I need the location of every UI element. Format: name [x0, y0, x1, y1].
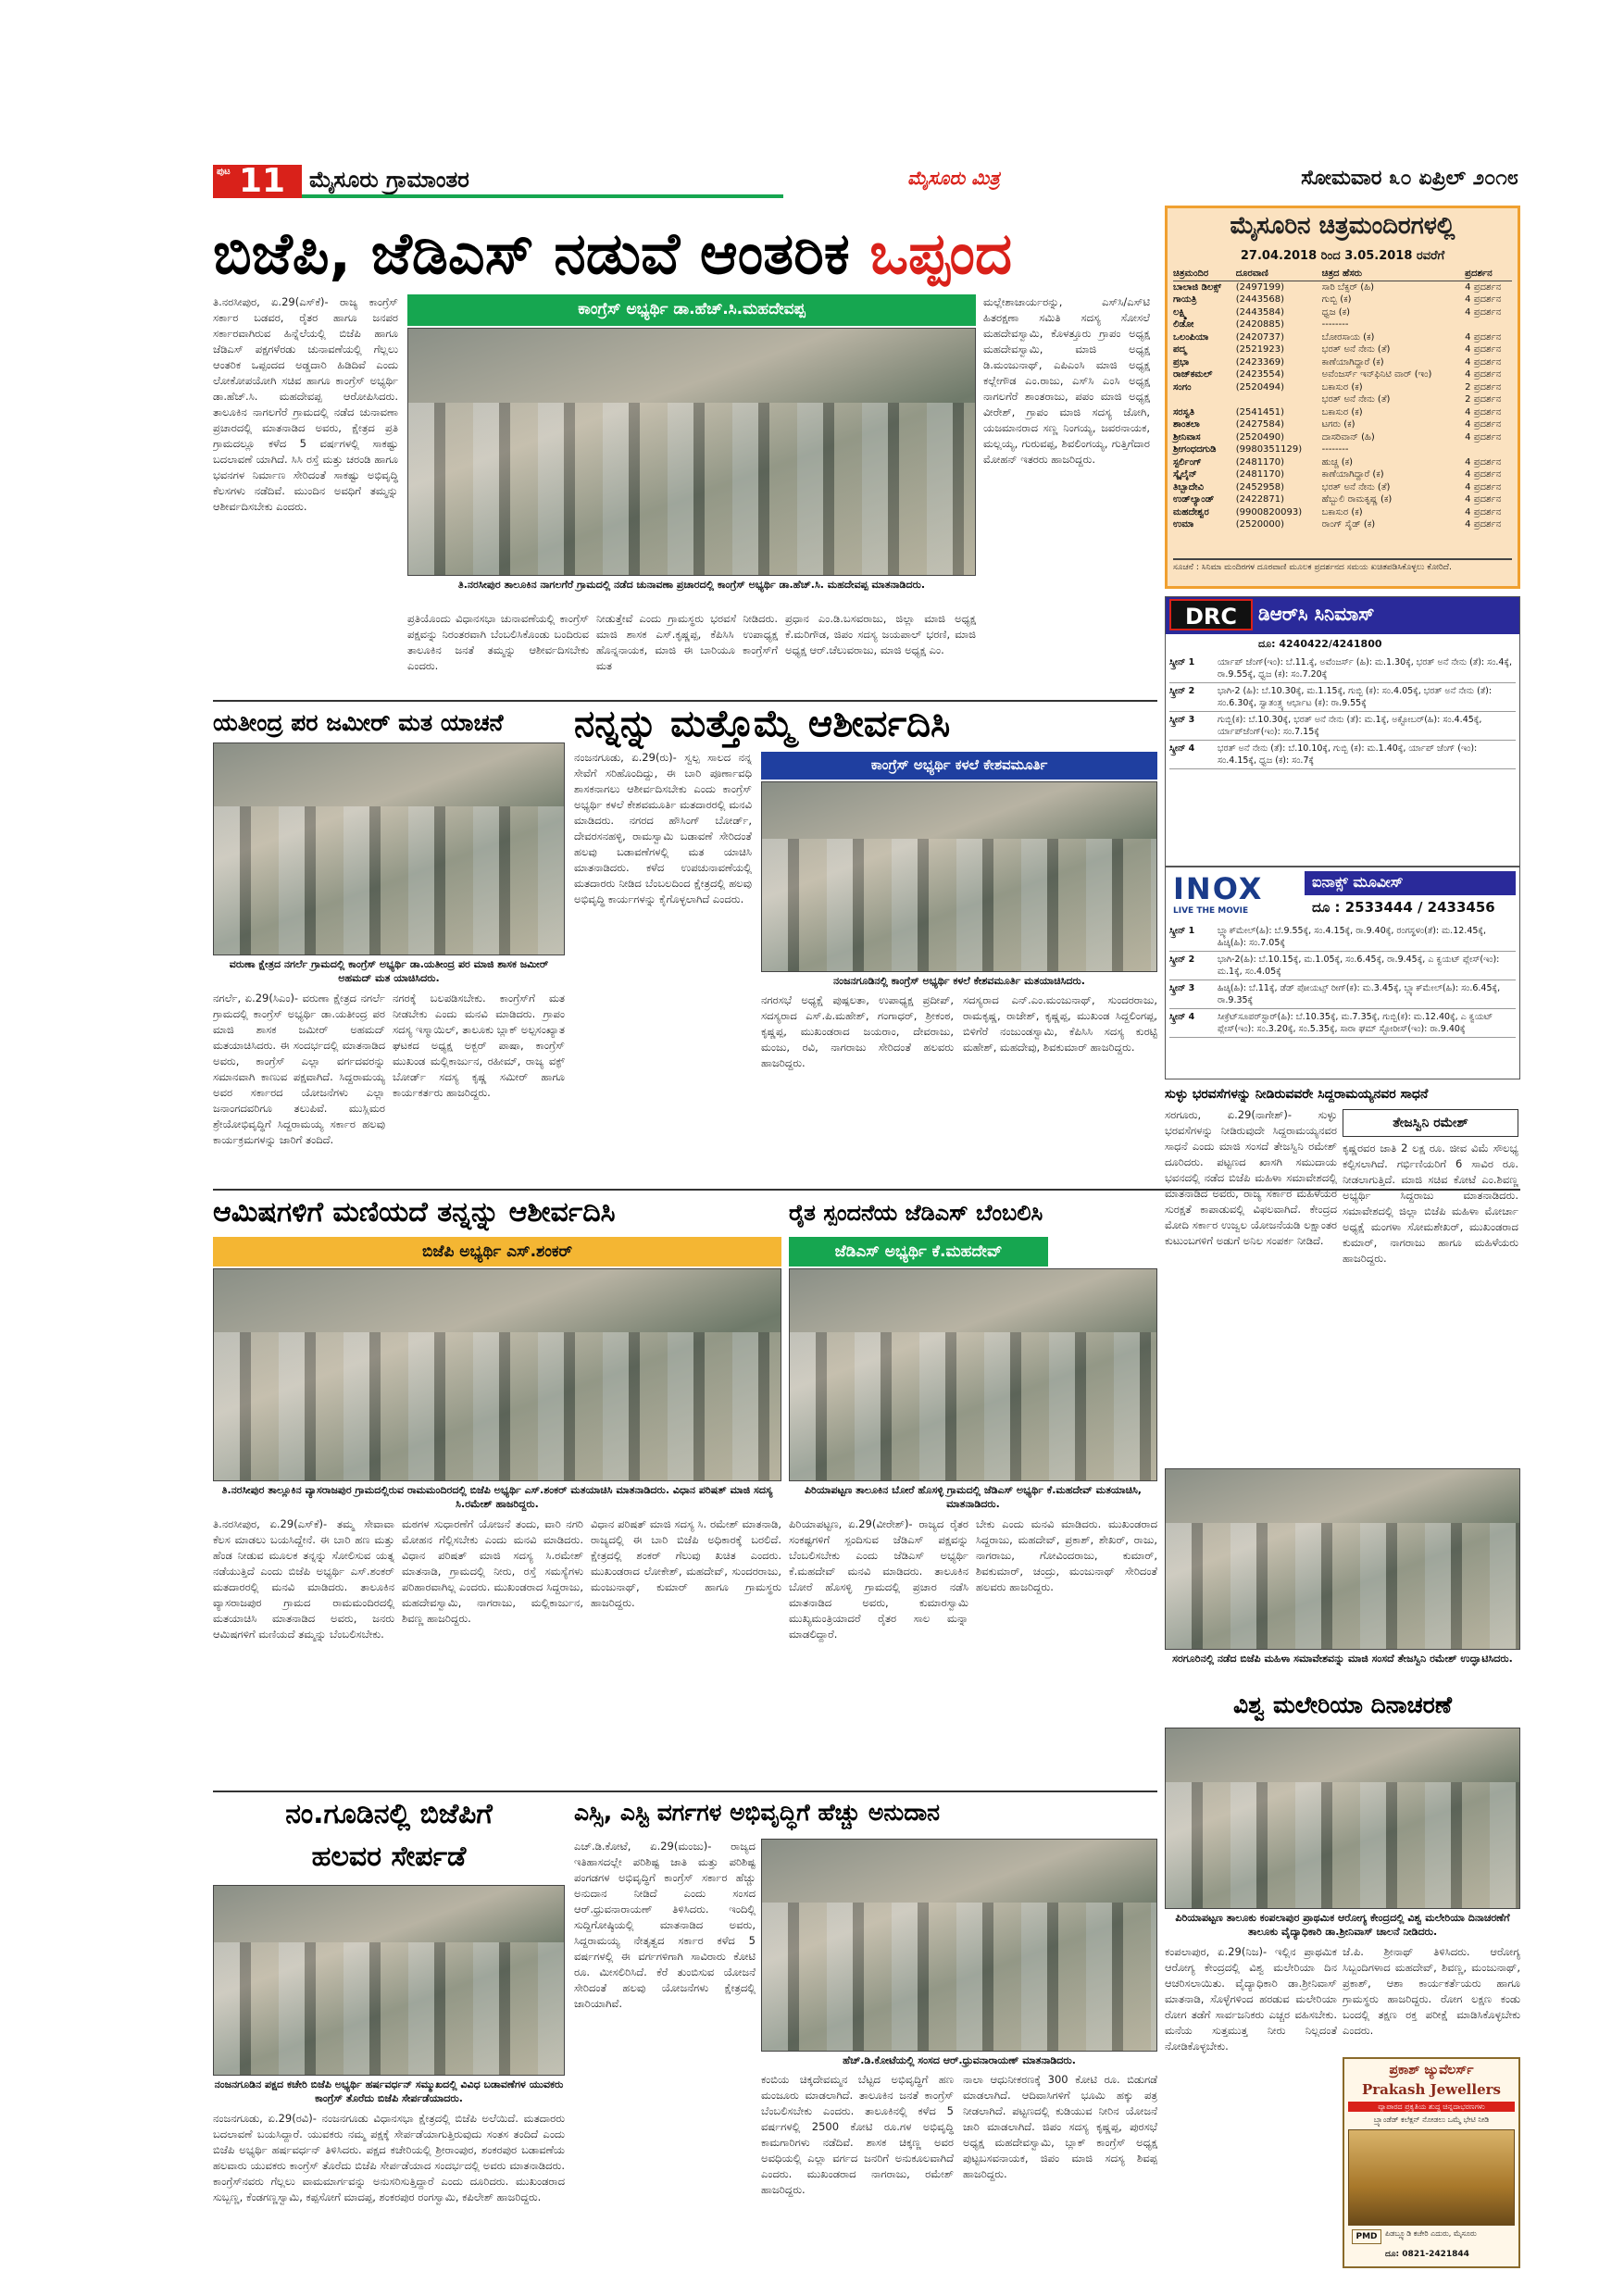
story7-photo — [213, 1885, 565, 2076]
lead-banner: ಕಾಂಗ್ರೆಸ್ ಅಭ್ಯರ್ಥಿ ಡಾ.ಹೆಚ್.ಸಿ.ಮಹದೇವಪ್ಪ — [407, 294, 976, 326]
cinema-shows: 4 ಪ್ರದರ್ಶನ — [1465, 331, 1502, 343]
story3-col3: ಸದಸ್ಯರಾದ ಎನ್.ಎಂ.ಮಂಜುನಾಥ್, ಸುಂದರರಾಜು, ರಾಮಕೃಷ್ಣ, ರಾಜೇಶ್, ಕೃಷ್ಣಪ್ಪ, ಮುಖಂಡ ಸಿದ್ದಲಿಂಗಪ್ಪ, ಬಿಳಿಗೆರೆ ನಂಜುಂಡಸ್ವಾಮಿ, ಕೆಪಿಸಿಸಿ ಸದಸ್ಯ ಕುರಟ್ಟಿ ಮಹೇಶ್, ಮಹದೇವು, ಶಿವಕುಮಾರ್ ಹಾಜರಿದ್ದರು. — [963, 993, 1157, 1054]
cinema-shows: 4 ಪ್ರದರ್ಶನ — [1465, 431, 1502, 443]
cinema-row — [1173, 443, 1512, 456]
cinema-shows: 4 ಪ್ರದರ್ಶನ — [1465, 356, 1502, 368]
cinema-phone: (2497199) — [1235, 281, 1285, 293]
cinema-phone — [1236, 393, 1322, 406]
screen-showtimes: ಸೀಕ್ರೆಟ್‌ಸೂಪರ್‌ಸ್ಟಾರ್(ಹಿ): ಬೆ.10.35ಕ್ಕೆ, ಮ.7.35ಕ್ಕೆ, ಗುಬ್ಬಿ(ಕ): ಮ.12.40ಕ್ಕೆ, ಎ ಕ್ವಯಟ್ ಪ್ಲೇಸ್(ಇಂ): ಸಂ.3.20ಕ್ಕೆ, ಸಂ.5.35ಕ್ಕೆ, ಸಾರಾ ಘಮ್ ಸ್ಟೋರೀಸ್(ಇಂ): ರಾ.9.40ಕ್ಕೆ — [1218, 1012, 1493, 1034]
cinema-theatre: ರಾಜ್‌ಕಮಲ್ — [1173, 369, 1213, 380]
lead-headline-accent: ಒಪ್ಪಂದ — [869, 219, 1013, 287]
inox-tagline: LIVE THE MOVIE — [1173, 906, 1249, 916]
story8-headline: ಎಸ್ಸಿ, ಎಸ್ಟಿ ವರ್ಗಗಳ ಅಭಿವೃದ್ಧಿಗೆ ಹೆಚ್ಚು ಅನುದಾನ — [574, 1799, 941, 1826]
cinema-theatre: ಸಂಗಂ — [1173, 381, 1192, 393]
ad-tagline: ವ್ಯಾಪಾರದ ಪ್ರಕೃತಿಯ ಶುದ್ಧ ಚಿನ್ನದಾಭರಣಗಳು — [1348, 2102, 1515, 2112]
cinema-row — [1173, 518, 1512, 531]
story3-headline: ನನ್ನನ್ನು ಮತ್ತೊಮ್ಮೆ ಆಶೀರ್ವದಿಸಿ — [574, 703, 951, 745]
screen-showtimes: ಬ್ಲ್ಯಾಕ್‌ಮೇಲ್(ಹಿ): ಬೆ.9.55ಕ್ಕೆ, ಸಂ.4.15ಕ್ಕೆ, ರಾ.9.40ಕ್ಕೆ, ರಂಗಸ್ಥಳಂ(ತೆ): ಮ.12.45ಕ್ಕೆ, ಹಿಚ್ಕಿ(ಹಿ): ಸಂ.7.05ಕ್ಕೆ — [1218, 926, 1486, 948]
cinema-row — [1173, 381, 1512, 394]
inox-title: ಐನಾಕ್ಸ್ ಮೂವೀಸ್ — [1312, 873, 1404, 891]
cinema-shows: 4 ಪ್ರದರ್ಶನ — [1465, 369, 1502, 380]
cinema-row — [1173, 418, 1512, 431]
drc-title: ಡಿಆರ್‌ಸಿ ಸಿನಿಮಾಸ್ — [1258, 603, 1375, 625]
lead-caption: ತಿ.ನರಸೀಪುರ ತಾಲೂಕಿನ ನಾಗಲಗೆರೆ ಗ್ರಾಮದಲ್ಲಿ ನಡೆದ ಚುನಾವಣಾ ಪ್ರಚಾರದಲ್ಲಿ ಕಾಂಗ್ರೆಸ್ ಅಭ್ಯರ್ಥಿ ಡಾ.ಹೆಚ್.ಸಿ. ಮಹದೇವಪ್ಪ ಮಾತನಾಡಿದರು. — [457, 579, 926, 591]
cinema-film: ಭರತ್ ಅನೆ ನೇನು (ತೆ) — [1321, 481, 1391, 493]
masthead-logo: ಮೈಸೂರು ಮಿತ್ರ — [907, 167, 1000, 189]
cinema-shows: 4 ಪ್ರದರ್ಶನ — [1465, 281, 1502, 293]
lead-photo — [407, 328, 976, 576]
cinema-theatre: ಶ್ರೀನಿವಾಸ — [1173, 431, 1201, 443]
drc-screen-row — [1169, 741, 1516, 769]
cinema-phone: (2521923) — [1235, 344, 1285, 355]
story7-col1: ನಂಜನಗೂಡು, ಏ.29(ರವಿ)- ನಂಜನಗೂಡು ವಿಧಾನಸಭಾ ಕ್ಷೇತ್ರದಲ್ಲಿ ಬಿಜೆಪಿ ಅಲೆಯಿದೆ. ಮತದಾರರು ಬದಲಾವಣೆ ಬಯಸಿದ್ದಾರೆ. ಯುವಕರು ನಮ್ಮ ಪಕ್ಷಕ್ಕೆ ಸೇರ್ಪಡೆಯಾಗುತ್ತಿರುವುದು ಸಂತಸ ತಂದಿದೆ ಎಂದು ಬಿಜೆಪಿ ಅಭ್ಯರ್ಥಿ ಹರ್ಷವರ್ಧನ್ ತಿಳಿಸಿದರು. ಪಕ್ಷದ ಕಚೇರಿಯಲ್ಲಿ ಶ್ರೀರಾಂಪುರ, ಶಂಕರಪುರ ಬಡಾವಣೆಯ ಹಲವಾರು ಯುವಕರು ಕಾಂಗ್ರೆಸ್ ತೊರೆದು ಬಿಜೆಪಿ ಸೇರ್ಪಡೆಯಾದ ಸಂದರ್ಭದಲ್ಲಿ ಅವರು ಮಾತನಾಡಿದರು. ಕಾಂಗ್ರೆಸ್‌ನವರು ಗೆಲ್ಲಲು ವಾಮಮಾರ್ಗವನ್ನು ಅನುಸರಿಸುತ್ತಿದ್ದಾರೆ ಎಂದು ದೂರಿದರು. ಮುಖಂಡರಾದ ಸುಬ್ಬಣ್ಣ, ಕೆಂಡಗಣ್ಣಸ್ವಾಮಿ, ಕಪ್ಪಸೋಗೆ ಮಾದಪ್ಪ, ಶಂಕರಪುರ ರಂಗಸ್ವಾಮಿ, ಕಪಿಲೇಶ್ ಹಾಜರಿದ್ದರು. — [213, 2112, 565, 2203]
story4-banner: ಬಿಜೆಪಿ ಅಭ್ಯರ್ಥಿ ಎಸ್.ಶಂಕರ್ — [213, 1237, 781, 1267]
cinema-row — [1173, 368, 1512, 381]
story6-col2: ಕೃಷ್ಣರವರ ಜಾತಿ 2 ಲಕ್ಷ ರೂ. ಜೀವ ವಿಮೆ ಸೌಲಭ್ಯ ಕಲ್ಪಿಸಲಾಗಿದೆ. ಗರ್ಭಿಣಿಯರಿಗೆ 6 ಸಾವಿರ ರೂ. ನೀಡಲಾಗುತ್ತಿದೆ. ಮಾಜಿ ಸಚಿವ ಕೋಟೆ ಎಂ.ಶಿವಣ್ಣ ಅಭ್ಯರ್ಥಿ ಸಿದ್ದರಾಜು ಮಾತನಾಡಿದರು. ಸಮಾವೇಶದಲ್ಲಿ ಜಿಲ್ಲಾ ಬಿಜೆಪಿ ಮಹಿಳಾ ಮೋರ್ಚಾ ಅಧ್ಯಕ್ಷೆ ಮಂಗಳಾ ಸೋಮಶೇಖರ್, ಮುಖಂಡರಾದ ಕುಮಾರ್, ನಾಗರಾಜು ಹಾಗೂ ಮಹಿಳೆಯರು ಹಾಜರಿದ್ದರು. — [1343, 1142, 1518, 1265]
cinema-theatre: ಮಹದೇಶ್ವರ — [1173, 506, 1209, 518]
ad-logo: PMD — [1352, 2229, 1381, 2244]
screen-label: ಸ್ಕ್ರೀನ್ 4 — [1169, 743, 1195, 754]
cinema-theatre: ಶಾಂತಲಾ — [1173, 419, 1200, 430]
cinema-shows — [1465, 318, 1512, 331]
story7-headline-line2: ಹಲವರ ಸೇರ್ಪಡೆ — [311, 1841, 467, 1873]
cinema-theatre: ಉಮಾ — [1173, 519, 1194, 530]
inox-logo: INOX — [1173, 871, 1264, 906]
cinema-film: ಟಗರು (ಕ) — [1321, 419, 1355, 430]
cinema-shows: 4 ಪ್ರದರ್ಶನ — [1465, 294, 1502, 305]
story3-banner: ಕಾಂಗ್ರೆಸ್ ಅಭ್ಯರ್ಥಿ ಕಳಲೆ ಕೇಶವಮೂರ್ತಿ — [761, 752, 1157, 780]
cinema-phone: (9980351129) — [1235, 444, 1303, 455]
screen-showtimes: ಗುಬ್ಬಿ(ಕ): ಬೆ.10.30ಕ್ಕೆ, ಭರತ್ ಅನೆ ನೇನು (ತೆ): ಮ.1ಕ್ಕೆ, ಅಕ್ಟೋಬರ್(ಹಿ): ಸಂ.4.45ಕ್ಕೆ, ರ್ಯಾಪ್‌ಜೆಂಗ್(ಇಂ): ಸಂ.7.15ಕ್ಕೆ — [1218, 715, 1482, 737]
lead-headline — [213, 218, 1013, 289]
story5-col2: ಬೇಕು ಎಂದು ಮನವಿ ಮಾಡಿದರು. ಮುಖಂಡರಾದ ಸಿದ್ದರಾಜು, ಮಹದೇವ್, ಪ್ರಕಾಶ್, ಶೇಖರ್, ರಾಜು, ನಾಗರಾಜು, ಗೋವಿಂದರಾಜು, ಕುಮಾರ್, ಶಿವಕುಮಾರ್, ಚಂದ್ರು, ಮಂಜುನಾಥ್ ಸೇರಿದಂತೆ ಹಲವರು ಹಾಜರಿದ್ದರು. — [976, 1517, 1157, 1593]
cinema-phone: (2541451) — [1235, 406, 1285, 418]
inox-screen-row — [1169, 980, 1516, 1009]
cinema-theatre: ಲಿಡೋ — [1173, 319, 1194, 330]
cinema-row — [1173, 468, 1512, 481]
ad-phone: ದೂ: 0821-2421844 — [1385, 2250, 1469, 2259]
cinema-col-theatre: ಚಿತ್ರಮಂದಿರ — [1173, 268, 1236, 281]
story4-photo — [213, 1268, 781, 1481]
cinema-theatre: ಗಾಯತ್ರಿ — [1173, 294, 1197, 305]
cinema-shows: 4 ಪ್ರದರ್ಶನ — [1465, 469, 1502, 480]
cinema-row — [1173, 393, 1512, 406]
cinema-shows: 4 ಪ್ರದರ್ಶನ — [1465, 456, 1502, 468]
cinema-film: ಬೋರಸಾಯ (ಕ) — [1321, 331, 1375, 343]
ad-store-image — [1348, 2129, 1515, 2226]
story9-col1: ಕಂಪಲಾಪುರ, ಏ.29(ನಿಜ)- ಇಲ್ಲಿನ ಪ್ರಾಥಮಿಕ ಆರೋಗ್ಯ ಕೇಂದ್ರದಲ್ಲಿ ವಿಶ್ವ ಮಲೇರಿಯಾ ದಿನ ಆಚರಿಸಲಾಯಿತು. ವೈದ್ಯಾಧಿಕಾರಿ ಡಾ.ಶ್ರೀನಿವಾಸ್ ಮಾತನಾಡಿ, ಸೊಳ್ಳೆಗಳಿಂದ ಹರಡುವ ಮಲೇರಿಯಾ ರೋಗ ತಡೆಗೆ ಸಾರ್ವಜನಿಕರು ಎಚ್ಚರ ವಹಿಸಬೇಕು. ಮನೆಯ ಸುತ್ತಮುತ್ತ ನೀರು ನಿಲ್ಲದಂತೆ ನೋಡಿಕೊಳ್ಳಬೇಕು. — [1165, 1945, 1337, 2053]
cinema-film: ಗುಬ್ಬಿ (ಕ) — [1321, 294, 1352, 305]
drc-box — [1165, 596, 1520, 867]
story6-byline: ತೇಜಸ್ವಿನಿ ರಮೇಶ್ — [1343, 1109, 1518, 1137]
story9-headline: ವಿಶ್ವ ಮಲೇರಿಯಾ ದಿನಾಚರಣೆ — [1232, 1691, 1453, 1718]
cinema-shows: 4 ಪ್ರದರ್ಶನ — [1465, 519, 1502, 530]
story3-col1: ನಂಜನಗೂಡು, ಏ.29(ರು)- ಸ್ವಲ್ಪ ಸಾಲದ ನನ್ನ ಸೇವೆಗೆ ಸರಿಹೊಂದಿದ್ದು, ಈ ಬಾರಿ ಪೂರ್ಣಾವಧಿ ಶಾಸಕನಾಗಲು ಆಶೀರ್ವದಿಸಬೇಕು ಎಂದು ಕಾಂಗ್ರೆಸ್ ಅಭ್ಯರ್ಥಿ ಕಳಲೆ ಕೇಶವಮೂರ್ತಿ ಮತದಾರರಲ್ಲಿ ಮನವಿ ಮಾಡಿದರು. ನಗರದ ಹೌಸಿಂಗ್ ಬೋರ್ಡ್, ದೇವರಸನಹಳ್ಳಿ, ರಾಮಸ್ವಾಮಿ ಬಡಾವಣೆ ಸೇರಿದಂತೆ ಹಲವು ಬಡಾವಣೆಗಳಲ್ಲಿ ಮತ ಯಾಚಿಸಿ ಮಾತನಾಡಿದರು. ಕಳೆದ ಉಪಚುನಾವಣೆಯಲ್ಲಿ ಮತದಾರರು ನೀಡಿದ ಬೆಂಬಲದಿಂದ ಕ್ಷೇತ್ರದಲ್ಲಿ ಹಲವು ಅಭಿವೃದ್ಧಿ ಕಾರ್ಯಗಳನ್ನು ಕೈಗೊಳ್ಳಲಾಗಿದೆ ಎಂದರು. — [574, 751, 752, 905]
cinema-film: ಬಕಾಸುರ (ಕ) — [1321, 381, 1363, 393]
cinema-theatre: ತಿಬ್ಬಾದೇವಿ — [1173, 481, 1204, 493]
cinema-shows: 2 ಪ್ರದರ್ಶನ — [1465, 381, 1502, 393]
story4-col1: ತಿ.ನರಸೀಪುರ, ಏ.29(ಎಸ್‌ಕೆ)- ತಮ್ಮ ಸೇವಾವಾ ಕೆಲಸ ಮಾಡಲು ಬಯಸಿದ್ದೇನೆ. ಈ ಬಾರಿ ಹಣ ಮತ್ತು ಹೆಂಡ ನೀಡುವ ಮೂಲಕ ತನ್ನನ್ನು ಸೋಲಿಸುವ ಯತ್ನ ನಡೆಯುತ್ತಿದೆ ಎಂದು ಬಿಜೆಪಿ ಅಭ್ಯರ್ಥಿ ಎಸ್.ಶಂಕರ್ ಮತದಾರರಲ್ಲಿ ಮನವಿ ಮಾಡಿದರು. ತಾಲೂಕಿನ ವ್ಯಾಸರಾಜಪುರ ಗ್ರಾಮದ ರಾಮಮಂದಿರದಲ್ಲಿ ಮತಯಾಚಿಸಿ ಮಾತನಾಡಿದ ಅವರು, ಜನರು ಆಮಿಷಗಳಿಗೆ ಮಣಿಯದೆ ತಮ್ಮನ್ನು ಬೆಂಬಲಿಸಬೇಕು. — [213, 1517, 394, 1641]
cinema-theatre: ಪದ್ಮ — [1173, 344, 1187, 355]
cinema-row — [1173, 281, 1512, 293]
cinema-phone: (2520494) — [1235, 381, 1285, 393]
jeweller-ad — [1343, 2057, 1520, 2268]
inox-schedule — [1169, 923, 1516, 1038]
cinema-phone: (2422871) — [1235, 494, 1285, 505]
cinema-row — [1173, 318, 1512, 331]
screen-label: ಸ್ಕ್ರೀನ್ 1 — [1169, 657, 1195, 668]
cinema-film: ಭರತ್ ಅನೆ ನೇನು (ತೆ) — [1321, 394, 1391, 405]
cinema-shows — [1465, 443, 1512, 456]
drc-phone: ದೂ: 4240422/4241800 — [1258, 638, 1382, 650]
screen-showtimes: ಭಾಗಿ-2 (ಹಿ): ಬೆ.10.30ಕ್ಕೆ, ಮ.1.15ಕ್ಕೆ, ಗುಬ್ಬಿ (ಕ): ಸಂ.4.05ಕ್ಕೆ, ಭರತ್ ಅನೆ ನೇನು (ತೆ): ಸಂ.6.30ಕ್ಕೆ, ಸ್ವಾತಂತ್ರ್ಯ ಆರ್ಭಾಟ (ಕ): ರಾ.9.55ಕ್ಕೆ — [1218, 686, 1493, 708]
cinema-film: ಕಾಣೆಯಾಗಿದ್ದಾರೆ (ಕ) — [1321, 356, 1384, 368]
story4-col3: ವಿಧಾನ ಪರಿಷತ್ ಮಾಜಿ ಸದಸ್ಯ ಸಿ. ರಮೇಶ್ ಮಾತನಾಡಿ, ರಾಜ್ಯದಲ್ಲಿ ಈ ಬಾರಿ ಬಿಜೆಪಿ ಅಧಿಕಾರಕ್ಕೆ ಬರಲಿದೆ. ಕ್ಷೇತ್ರದಲ್ಲಿ ಶಂಕರ್ ಗೆಲುವು ಖಚಿತ ಎಂದರು. ಮುಖಂಡರಾದ ಲೋಕೇಶ್, ಮಹದೇವ್, ಸುಂದರರಾಜು, ಮಂಜುನಾಥ್, ಕುಮಾರ್ ಹಾಗೂ ಗ್ರಾಮಸ್ಥರು ಹಾಜರಿದ್ದರು. — [591, 1517, 781, 1609]
cinema-film: ಸಾರಿ ಬೆಕ್ಸರ್ (ಹಿ) — [1321, 281, 1374, 293]
cinema-col-shows: ಪ್ರದರ್ಶನ — [1465, 268, 1512, 281]
story5-headline: ರೈತ ಸ್ಪಂದನೆಯ ಜೆಡಿಎಸ್ ಬೆಂಬಲಿಸಿ — [789, 1200, 1043, 1226]
story2-col1: ನಗರ್ಲೆ, ಏ.29(ಸಿಎಂ)- ವರುಣಾ ಕ್ಷೇತ್ರದ ನಗರ್ಲೆ ಗ್ರಾಮದಲ್ಲಿ ಕಾಂಗ್ರೆಸ್ ಅಭ್ಯರ್ಥಿ ಡಾ.ಯತೀಂದ್ರ ಪರ ಮಾಜಿ ಶಾಸಕ ಜಮೀರ್ ಅಹಮದ್ ಮತಯಾಚಿಸಿದರು. ಈ ಸಂದರ್ಭದಲ್ಲಿ ಮಾತನಾಡಿದ ಅವರು, ಕಾಂಗ್ರೆಸ್ ಎಲ್ಲಾ ವರ್ಗದವರನ್ನು ಸಮಾನವಾಗಿ ಕಾಣುವ ಪಕ್ಷವಾಗಿದೆ. ಸಿದ್ದರಾಮಯ್ಯ ಅವರ ಸರ್ಕಾರದ ಯೋಜನೆಗಳು ಎಲ್ಲಾ ಜನಾಂಗದವರಿಗೂ ತಲುಪಿವೆ. ಮುಸ್ಲಿಮರ ಶ್ರೇಯೋಭಿವೃದ್ಧಿಗೆ ಸಿದ್ದರಾಮಯ್ಯ ಸರ್ಕಾರ ಹಲವು ಕಾರ್ಯಕ್ರಮಗಳನ್ನು ಜಾರಿಗೆ ತಂದಿದೆ. — [213, 992, 385, 1146]
section-title: ಮೈಸೂರು ಗ್ರಾಮಾಂತರ — [309, 167, 469, 193]
screen-showtimes: ಹಿಚ್ಕಿ(ಹಿ): ಬೆ.11ಕ್ಕೆ, ಡೆಡ್ ಪೋಯಟ್ಸ್ ರೀಗ್(ಕ): ಮ.3.45ಕ್ಕೆ, ಬ್ಲ್ಯಾಕ್‌ಮೇಲ್(ಹಿ): ಸಂ.6.45ಕ್ಕೆ, ರಾ.9.35ಕ್ಕೆ — [1218, 983, 1501, 1005]
cinema-phone: (2420737) — [1235, 331, 1285, 343]
ad-address: ಪಿಡಬ್ಲ್ಯೂಡಿ ಕಚೇರಿ ಎದುರು, ಮೈಸೂರು — [1385, 2229, 1477, 2238]
story5-col1: ಪಿರಿಯಾಪಟ್ಟಣ, ಏ.29(ವೀರೇಶ್)- ರಾಜ್ಯದ ರೈತರ ಸಂಕಷ್ಟಗಳಿಗೆ ಸ್ಪಂದಿಸುವ ಜೆಡಿಎಸ್ ಪಕ್ಷವನ್ನು ಬೆಂಬಲಿಸಬೇಕು ಎಂದು ಜೆಡಿಎಸ್ ಅಭ್ಯರ್ಥಿ ಕೆ.ಮಹದೇವ್ ಮನವಿ ಮಾಡಿದರು. ತಾಲೂಕಿನ ಬೋರೆ ಹೊಸಳ್ಳಿ ಗ್ರಾಮದಲ್ಲಿ ಪ್ರಚಾರ ನಡೆಸಿ ಮಾತನಾಡಿದ ಅವರು, ಕುಮಾರಸ್ವಾಮಿ ಮುಖ್ಯಮಂತ್ರಿಯಾದರೆ ರೈತರ ಸಾಲ ಮನ್ನಾ ಮಾಡಲಿದ್ದಾರೆ. — [789, 1517, 968, 1641]
cinema-row — [1173, 456, 1512, 469]
cinema-phone: (2452958) — [1235, 481, 1285, 493]
page-number: 11 — [239, 162, 286, 200]
screen-label: ಸ್ಕ್ರೀನ್ 3 — [1169, 983, 1195, 993]
cinema-phone: (2423554) — [1235, 369, 1285, 380]
cinema-col-phone: ದೂರವಾಣಿ — [1236, 268, 1322, 281]
screen-showtimes: ರ್ಯಾಪ್ ಜೆಂಗ್(ಇಂ): ಬೆ.11.ಕ್ಕೆ, ಅವೆಂಜರ್ಸ್ (ಹಿ): ಮ.1.30ಕ್ಕೆ, ಭರತ್ ಅನೆ ನೇನು (ತೆ): ಸಂ.4ಕ್ಕೆ, ರಾ.9.55ಕ್ಕೆ, ಧ್ವಜ (ಕ): ಸಂ.7.20ಕ್ಕೆ — [1218, 657, 1513, 680]
cinema-theatre: ಶ್ರೀಗಂಧದಗುಡಿ — [1173, 444, 1217, 455]
story5-caption: ಪಿರಿಯಾಪಟ್ಟಣ ತಾಲೂಕಿನ ಬೋರೆ ಹೊಸಳ್ಳಿ ಗ್ರಾಮದಲ್ಲಿ ಜೆಡಿಎಸ್ ಅಭ್ಯರ್ಥಿ ಕೆ.ಮಹದೇವ್ ಮತಯಾಚಿಸಿ, ಮಾತನಾಡಿದರು. — [805, 1484, 1142, 1510]
story5-photo — [789, 1268, 1157, 1481]
lead-col-right: ಮಲ್ಲೇಶಾಚಾರ್ಯರನ್ನು, ಎಸ್‌ಸಿ/ಎಸ್‌ಟಿ ಹಿತರಕ್ಷಣಾ ಸಮಿತಿ ಸದಸ್ಯ ಸೋಸಲೆ ಮಹದೇವಸ್ವಾಮಿ, ಕೊಳತ್ತೂರು ಗ್ರಾಪಂ ಅಧ್ಯಕ್ಷ ಮಹದೇವಸ್ವಾಮಿ, ಮಾಜಿ ಅಧ್ಯಕ್ಷ ಡಿ.ಮಂಜುನಾಥ್, ಎಪಿಎಂಸಿ ಮಾಜಿ ಅಧ್ಯಕ್ಷ ಕಲ್ಲೇಗೌಡ ಎಂ.ರಾಜು, ಎಸ್‌ಸಿ ಎಂಸಿ ಅಧ್ಯಕ್ಷ ನಾಗಲಗೆರೆ ಶಾಂತರಾಜು, ಪಪಂ ಮಾಜಿ ಅಧ್ಯಕ್ಷ ವೀರೇಶ್, ಗ್ರಾಪಂ ಮಾಜಿ ಸದಸ್ಯ ಜೋಗಿ, ಯಜಮಾನರಾದ ಸಣ್ಣ ನಿಂಗಯ್ಯ, ಜವರನಾಯಕ, ಮಲ್ಲಯ್ಯ, ಗುರುವಪ್ಪ, ಶಿವಲಿಂಗಯ್ಯ, ಗುತ್ತಿಗೆದಾರ ಮೋಹನ್ ಇತರರು ಹಾಜರಿದ್ದರು. — [983, 295, 1150, 466]
cinema-listing-box — [1165, 206, 1520, 589]
cinema-shows: 4 ಪ್ರದರ್ಶನ — [1465, 419, 1502, 430]
cinema-film: ಧ್ವಜ (ಕ) — [1321, 306, 1351, 318]
cinema-phone: (2520000) — [1235, 519, 1285, 530]
cinema-film: ಹುಚ್ಚ (ಕ) — [1321, 456, 1354, 468]
cinema-phone: (2443584) — [1235, 306, 1285, 318]
story3-col2: ನಗರಸಭೆ ಅಧ್ಯಕ್ಷೆ ಪುಷ್ಪಲತಾ, ಉಪಾಧ್ಯಕ್ಷ ಪ್ರದೀಪ್, ಸದಸ್ಯರಾದ ಎಸ್.ಪಿ.ಮಹೇಶ್, ಗಂಗಾಧರ್, ಶ್ರೀಕಂಠ, ಕೃಷ್ಣಪ್ಪ, ಮುಖಂಡರಾದ ಜಯರಾಂ, ದೇವರಾಜು, ಮಂಜು, ರವಿ, ನಾಗರಾಜು ಸೇರಿದಂತೆ ಹಲವರು ಹಾಜರಿದ್ದರು. — [761, 993, 954, 1069]
inox-screen-row — [1169, 1009, 1516, 1038]
drc-screen-row — [1169, 712, 1516, 741]
cinema-shows: 4 ಪ್ರದರ್ಶನ — [1465, 406, 1502, 418]
cinema-film: ಅವೆಂಜರ್ಸ್ ಇನ್‌ಫಿನಿಟಿ ವಾರ್ (ಇಂ) — [1321, 369, 1432, 380]
cinema-film: ಬಕಾಸುರ (ಕ) — [1321, 506, 1363, 518]
cinema-phone: (9900820093) — [1235, 506, 1303, 518]
lead-headline-main: ಬಿಜೆಪಿ, ಜೆಡಿಎಸ್ ನಡುವೆ ಆಂತರಿಕ — [213, 219, 850, 287]
cinema-theatre: ಪ್ರಭಾ — [1173, 356, 1190, 368]
story4-headline: ಆಮಿಷಗಳಿಗೆ ಮಣಿಯದೆ ತನ್ನನ್ನು ಆಶೀರ್ವದಿಸಿ — [213, 1196, 616, 1229]
story7-headline-line1: ನಂ.ಗೂಡಿನಲ್ಲಿ ಬಿಜೆಪಿಗೆ — [285, 1798, 493, 1830]
ad-name-english: Prakash Jewellers — [1362, 2081, 1501, 2098]
inox-screen-row — [1169, 952, 1516, 980]
cinema-theatre: ಸ್ಕೈಲೈನ್ — [1173, 469, 1197, 480]
cinema-row — [1173, 493, 1512, 506]
story9-caption: ಪಿರಿಯಾಪಟ್ಟಣ ತಾಲೂಕು ಕಂಪಲಾಪುರ ಪ್ರಾಥಮಿಕ ಆರೋಗ್ಯ ಕೇಂದ್ರದಲ್ಲಿ ವಿಶ್ವ ಮಲೇರಿಯಾ ದಿನಾಚರಣೆಗೆ ತಾಲೂಕು ವೈದ್ಯಾಧಿಕಾರಿ ಡಾ.ಶ್ರೀನಿವಾಸ್ ಚಾಲನೆ ನೀಡಿದರು. — [1175, 1912, 1510, 1938]
cinema-row — [1173, 406, 1512, 419]
cinema-film: -------- — [1321, 319, 1349, 330]
story6-caption: ಸರಗೂರಿನಲ್ಲಿ ನಡೆದ ಬಿಜೆಪಿ ಮಹಿಳಾ ಸಮಾವೇಶವನ್ನು ಮಾಜಿ ಸಂಸದೆ ತೇಜಸ್ವಿನಿ ರಮೇಶ್ ಉದ್ಘಾಟಿಸಿದರು. — [1172, 1653, 1513, 1665]
cinema-table — [1173, 268, 1512, 531]
story8-col2: ಕಂಬಿಯ ಚಿಕ್ಕದೇವಮ್ಮನ ಬೆಟ್ಟದ ಅಭಿವೃದ್ಧಿಗೆ ಹಣ ಮಂಜೂರು ಮಾಡಲಾಗಿದೆ. ತಾಲೂಕಿನ ಜನತೆ ಕಾಂಗ್ರೆಸ್ ಬೆಂಬಲಿಸಬೇಕು ಎಂದರು. ತಾಲೂಕಿನಲ್ಲಿ ಕಳೆದ 5 ವರ್ಷಗಳಲ್ಲಿ 2500 ಕೋಟಿ ರೂ.ಗಳ ಅಭಿವೃದ್ಧಿ ಕಾಮಗಾರಿಗಳು ನಡೆದಿವೆ. ಶಾಸಕ ಚಿಕ್ಕಣ್ಣ ಅವರ ಅವಧಿಯಲ್ಲಿ ಎಲ್ಲಾ ವರ್ಗದ ಜನರಿಗೆ ಅನುಕೂಲವಾಗಿದೆ ಎಂದರು. ಮುಖಂಡರಾದ ನಾಗರಾಜು, ರಮೇಶ್ ಹಾಜರಿದ್ದರು. — [761, 2073, 954, 2196]
ad-name-kannada: ಪ್ರಕಾಶ್ ಜ್ಯುವೆಲರ್ಸ್ — [1389, 2063, 1474, 2078]
drc-schedule — [1169, 655, 1516, 769]
cinema-film: ಕಾಣೆಯಾಗಿದ್ದಾರೆ (ಕ) — [1321, 469, 1384, 480]
story2-headline: ಯತೀಂದ್ರ ಪರ ಜಮೀರ್ ಮತ ಯಾಚನೆ — [213, 709, 504, 736]
cinema-shows: 4 ಪ್ರದರ್ಶನ — [1465, 481, 1502, 493]
cinema-row — [1173, 306, 1512, 319]
cinema-phone: (2427584) — [1235, 419, 1285, 430]
cinema-theatre: ಲಕ್ಷ್ಮಿ — [1173, 306, 1187, 318]
cinema-phone: (2423369) — [1235, 356, 1285, 368]
cinema-row — [1173, 431, 1512, 444]
screen-showtimes: ಭರತ್ ಅನೆ ನೇನು (ತೆ): ಬೆ.10.10ಕ್ಕೆ, ಗುಬ್ಬಿ (ಕ): ಮ.1.40ಕ್ಕೆ, ರ್ಯಾಪ್ ಜೆಂಗ್ (ಇಂ): ಸಂ.4.15ಕ್ಕೆ, ಧ್ವಜ (ಕ): ಸಂ.7ಕ್ಕೆ — [1218, 743, 1478, 766]
drc-logo: DRC — [1169, 599, 1253, 630]
divider — [213, 1791, 1157, 1792]
story8-caption: ಹೆಚ್.ಡಿ.ಕೋಟೆಯಲ್ಲಿ ಸಂಸದ ಆರ್.ಧ್ರುವನಾರಾಯಣ್ ಮಾತನಾಡಿದರು. — [843, 2054, 1076, 2066]
cinema-shows: 4 ಪ್ರದರ್ಶನ — [1465, 344, 1502, 355]
page-label: ಪುಟ — [217, 167, 231, 177]
cinema-row — [1173, 331, 1512, 344]
cinema-title: ಮೈಸೂರಿನ ಚಿತ್ರಮಂದಿರಗಳಲ್ಲಿ — [1230, 212, 1455, 240]
story8-photo — [761, 1839, 1157, 2052]
cinema-film: ರಾಂಗ್ ಸೈಡ್ (ಕ) — [1321, 519, 1376, 530]
cinema-film: ದಾಸರಿವಾನ್ (ಹಿ) — [1321, 431, 1375, 443]
cinema-row — [1173, 506, 1512, 519]
inox-screen-row — [1169, 923, 1516, 952]
cinema-theatre — [1173, 393, 1236, 406]
screen-label: ಸ್ಕ್ರೀನ್ 4 — [1169, 1012, 1195, 1022]
cinema-theatre: ಬಾಲಾಜಿ ಡಿಲಕ್ಸ್ — [1173, 281, 1222, 293]
screen-label: ಸ್ಕ್ರೀನ್ 3 — [1169, 715, 1195, 725]
story6-col1: ಸರಗೂರು, ಏ.29(ನಾಗೇಶ್)- ಸುಳ್ಳು ಭರವಸೆಗಳನ್ನು ನೀಡಿರುವುದೇ ಸಿದ್ದರಾಮಯ್ಯನವರ ಸಾಧನೆ ಎಂದು ಮಾಜಿ ಸಂಸದೆ ತೇಜಸ್ವಿನಿ ರಮೇಶ್ ದೂರಿದರು. ಪಟ್ಟಣದ ಖಾಸಗಿ ಸಮುದಾಯ ಭವನದಲ್ಲಿ ನಡೆದ ಬಿಜೆಪಿ ಮಹಿಳಾ ಸಮಾವೇಶದಲ್ಲಿ ಮಾತನಾಡಿದ ಅವರು, ರಾಜ್ಯ ಸರ್ಕಾರ ಮಹಿಳೆಯರ ಸುರಕ್ಷತೆ ಕಾಪಾಡುವಲ್ಲಿ ವಿಫಲವಾಗಿದೆ. ಕೇಂದ್ರದ ಮೋದಿ ಸರ್ಕಾರ ಉಜ್ವಲ ಯೋಜನೆಯಡಿ ಲಕ್ಷಾಂತರ ಕುಟುಂಬಗಳಿಗೆ ಅಡುಗೆ ಅನಿಲ ಸಂಪರ್ಕ ನೀಡಿದೆ. — [1165, 1108, 1337, 1247]
cinema-note: ಸೂಚನೆ : ಸಿನಿಮಾ ಮಂದಿರಗಳ ದೂರವಾಣಿ ಮೂಲಕ ಪ್ರದರ್ಶನದ ಸಮಯ ಖಚಿತಪಡಿಸಿಕೊಳ್ಳಲು ಕೋರಿದೆ. — [1173, 558, 1512, 573]
cinema-phone: (2481170) — [1235, 469, 1285, 480]
screen-label: ಸ್ಕ್ರೀನ್ 2 — [1169, 686, 1195, 696]
drc-screen-row — [1169, 655, 1516, 683]
page-header — [213, 162, 1518, 200]
story6-photo — [1165, 1468, 1520, 1650]
lead-col1: ತಿ.ನರಸೀಪುರ, ಏ.29(ಎಸ್‌ಕೆ)- ರಾಜ್ಯ ಕಾಂಗ್ರೆಸ್ ಸರ್ಕಾರ ಬಡವರ, ರೈತರ ಹಾಗೂ ಜನಪರ ಸರ್ಕಾರವಾಗಿರುವ ಹಿನ್ನೆಲೆಯಲ್ಲಿ ಬಿಜೆಪಿ ಹಾಗೂ ಜೆಡಿಎಸ್ ಪಕ್ಷಗಳೆರಡು ಚುನಾವಣೆಯಲ್ಲಿ ಗೆಲ್ಲಲು ಆಂತರಿಕ ಒಪ್ಪಂದದ ಅಡ್ಡದಾರಿ ಹಿಡಿದಿವೆ ಎಂದು ಲೋಕೋಪಯೋಗಿ ಸಚಿವ ಹಾಗೂ ಕಾಂಗ್ರೆಸ್ ಅಭ್ಯರ್ಥಿ ಡಾ.ಹೆಚ್.ಸಿ. ಮಹದೇವಪ್ಪ ಆರೋಪಿಸಿದರು. ತಾಲೂಕಿನ ನಾಗಲಗೆರೆ ಗ್ರಾಮದಲ್ಲಿ ನಡೆದ ಚುನಾವಣಾ ಪ್ರಚಾರದಲ್ಲಿ ಮಾತನಾಡಿದ ಅವರು, ಕ್ಷೇತ್ರದ ಪ್ರತಿ ಗ್ರಾಮದಲ್ಲೂ ಕಳೆದ 5 ವರ್ಷಗಳಲ್ಲಿ ಸಾಕಷ್ಟು ಬದಲಾವಣೆ ಯಾಗಿದೆ. ಸಿಸಿ ರಸ್ತೆ ಮತ್ತು ಚರಂಡಿ ಹಾಗೂ ಭವನಗಳ ನಿರ್ಮಾಣ ಸೇರಿದಂತೆ ಸಾಕಷ್ಟು ಅಭಿವೃದ್ಧಿ ಕೆಲಸಗಳು ನಡೆದಿವೆ. ಮುಂದಿನ ಅವಧಿಗೆ ತಮ್ಮನ್ನು ಆಶೀರ್ವದಿಸಬೇಕು ಎಂದರು. — [213, 295, 398, 513]
cinema-dates: 27.04.2018 ರಿಂದ 3.05.2018 ರವರೆಗೆ — [1240, 249, 1445, 263]
cinema-row — [1173, 356, 1512, 369]
story4-col2: ಮಠಗಳ ಸುಧಾರಣೆಗೆ ಯೋಜನೆ ತಂದು, ವಾರಿ ನಗರಿ ಮೋಹನ ಗೆಲ್ಲಿಸಬೇಕು ಎಂದು ಮನವಿ ಮಾಡಿದರು. ವಿಧಾನ ಪರಿಷತ್ ಮಾಜಿ ಸದಸ್ಯ ಸಿ.ರಮೇಶ್ ಮಾತನಾಡಿ, ಗ್ರಾಮದಲ್ಲಿ ನೀರು, ರಸ್ತೆ ಸಮಸ್ಯೆಗಳು ಪರಿಹಾರವಾಗಿಲ್ಲ ಎಂದರು. ಮುಖಂಡರಾದ ಸಿದ್ದರಾಜು, ಮಹದೇವಸ್ವಾಮಿ, ನಾಗರಾಜು, ಮಲ್ಲಿಕಾರ್ಜುನ, ಶಿವಣ್ಣ ಹಾಜರಿದ್ದರು. — [402, 1517, 583, 1625]
story9-photo — [1165, 1728, 1520, 1909]
inox-phone: ದೂ : 2533444 / 2433456 — [1312, 899, 1495, 916]
cinema-row — [1173, 481, 1512, 494]
story2-caption: ವರುಣಾ ಕ್ಷೇತ್ರದ ನಗರ್ಲೆ ಗ್ರಾಮದಲ್ಲಿ ಕಾಂಗ್ರೆಸ್ ಅಭ್ಯರ್ಥಿ ಡಾ.ಯತೀಂದ್ರ ಪರ ಮಾಜಿ ಶಾಸಕ ಜಮೀರ್ ಅಹಮದ್ ಮತ ಯಾಚಿಸಿದರು. — [229, 958, 549, 984]
cinema-film: ಬಕಾಸುರ (ಕ) — [1321, 406, 1363, 418]
story7-caption: ನಂಜನಗೂಡಿನ ಪಕ್ಷದ ಕಚೇರಿ ಬಿಜೆಪಿ ಅಭ್ಯರ್ಥಿ ಹರ್ಷವರ್ಧನ್ ಸಮ್ಮುಖದಲ್ಲಿ ವಿವಿಧ ಬಡಾವಣೆಗಳ ಯುವಕರು ಕಾಂಗ್ರೆಸ್ ತೊರೆದು ಬಿಜೆಪಿ ಸೇರ್ಪಡೆಯಾದರು. — [214, 2078, 564, 2104]
story2-col2: ನಗರಕ್ಕೆ ಬಲಪಡಿಸಬೇಕು. ಕಾಂಗ್ರೆಸ್‌ಗೆ ಮತ ನೀಡಬೇಕು ಎಂದು ಮನವಿ ಮಾಡಿದರು. ಗ್ರಾಪಂ ಸದಸ್ಯ ಇಸ್ಮಾಯಿಲ್, ತಾಲೂಕು ಬ್ಲಾಕ್ ಅಲ್ಪಸಂಖ್ಯಾತ ಘಟಕದ ಅಧ್ಯಕ್ಷ ಅಕ್ಬರ್ ಪಾಷಾ, ಕಾಂಗ್ರೆಸ್ ಮುಖಂಡ ಮಲ್ಲಿಕಾರ್ಜುನ, ರಹೀಮ್, ರಾಜ್ಯ ವಕ್ಫ್ ಬೋರ್ಡ್ ಸದಸ್ಯ ಕೃಷ್ಣ ಸಮೀರ್ ಹಾಗೂ ಕಾರ್ಯಕರ್ತರು ಹಾಜರಿದ್ದರು. — [393, 992, 565, 1099]
cinema-row — [1173, 293, 1512, 306]
cinema-shows: 2 ಪ್ರದರ್ಶನ — [1465, 394, 1502, 405]
cinema-shows: 4 ಪ್ರದರ್ಶನ — [1465, 306, 1502, 318]
cinema-theatre: ಉಡ್‌ಲ್ಯಾಂಡ್ — [1173, 494, 1215, 505]
lead-col-mid3: ಪ್ರಧಾನ ಎಂ.ಡಿ.ಬಸವರಾಜು, ಜಿಲ್ಲಾ ಮಾಜಿ ಅಧ್ಯಕ್ಷ ಕೆ.ಮರಿಗೌಡ, ಜಿಪಂ ಸದಸ್ಯ ಜಯಪಾಲ್ ಭರಣಿ, ಮಾಜಿ ಅಧ್ಯಕ್ಷ ಆರ್.ಚೆಲುವರಾಜು, ಮಾಜಿ ಅಧ್ಯಕ್ಷ ಎಂ. — [785, 612, 976, 656]
story2-photo — [213, 742, 565, 955]
lead-col-mid: ಪ್ರತಿಯೊಂದು ವಿಧಾನಸಭಾ ಚುನಾವಣೆಯಲ್ಲಿ ಕಾಂಗ್ರೆಸ್ ಪಕ್ಷವನ್ನು ನಿರಂತರವಾಗಿ ಬೆಂಬಲಿಸಿಕೊಂಡು ಬಂದಿರುವ ತಾಲೂಕಿನ ಜನತೆ ತಮ್ಮನ್ನು ಆಶೀರ್ವದಿಸಬೇಕು ಎಂದರು. — [407, 612, 589, 672]
cinema-theatre: ಸರಸ್ವತಿ — [1173, 406, 1194, 418]
cinema-phone: (2420885) — [1235, 319, 1285, 330]
inox-box — [1165, 867, 1520, 1079]
screen-label: ಸ್ಕ್ರೀನ್ 2 — [1169, 955, 1195, 965]
drc-screen-row — [1169, 683, 1516, 712]
cinema-film: -------- — [1321, 444, 1349, 455]
cinema-film: ಹೆಬ್ಬುಲಿ ರಾಮಕೃಷ್ಣ (ಕ) — [1321, 494, 1393, 505]
cinema-phone: (2443568) — [1235, 294, 1285, 305]
story3-photo — [761, 781, 1157, 972]
story5-banner: ಜೆಡಿಎಸ್ ಅಭ್ಯರ್ಥಿ ಕೆ.ಮಹದೇವ್ — [789, 1237, 1048, 1267]
cinema-film: ಭರತ್ ಅನೆ ನೇನು (ತೆ) — [1321, 344, 1391, 355]
section-underline — [302, 194, 783, 198]
screen-label: ಸ್ಕ್ರೀನ್ 1 — [1169, 926, 1195, 936]
story8-col3: ನಾಲಾ ಆಧುನೀಕರಣಕ್ಕೆ 300 ಕೋಟಿ ರೂ. ಬಿಡುಗಡೆ ಮಾಡಲಾಗಿದೆ. ಆದಿವಾಸಿಗಳಿಗೆ ಭೂಮಿ ಹಕ್ಕು ಪತ್ರ ನೀಡಲಾಗಿದೆ. ಪಟ್ಟಣದಲ್ಲಿ ಕುಡಿಯುವ ನೀರಿನ ಯೋಜನೆ ಜಾರಿ ಮಾಡಲಾಗಿದೆ. ಜಿಪಂ ಸದಸ್ಯ ಕೃಷ್ಣಪ್ಪ, ಪುರಸಭೆ ಅಧ್ಯಕ್ಷ ಮಹದೇವಸ್ವಾಮಿ, ಬ್ಲಾಕ್ ಕಾಂಗ್ರೆಸ್ ಅಧ್ಯಕ್ಷ ಪುಟ್ಟಬಸವನಾಯಕ, ಜಿಪಂ ಮಾಜಿ ಸದಸ್ಯ ಶಿವಪ್ಪ ಹಾಜರಿದ್ದರು. — [963, 2073, 1157, 2180]
cinema-col-film: ಚಿತ್ರದ ಹೆಸರು — [1322, 268, 1466, 281]
issue-date: ಸೋಮವಾರ ೩೦ ಏಪ್ರಿಲ್ ೨೦೧೮ — [1301, 167, 1518, 190]
cinema-phone: (2481170) — [1235, 456, 1285, 468]
cinema-shows: 4 ಪ್ರದರ್ಶನ — [1465, 506, 1502, 518]
cinema-phone: (2520490) — [1235, 431, 1285, 443]
ad-tagline2: ಬ್ರ್ಯಾಂಡೆಡ್ ಕಲೆಕ್ಷನ್ ನೋಡಲು ಒಮ್ಮೆ ಭೇಟಿ ನೀಡಿ — [1373, 2115, 1490, 2124]
cinema-row — [1173, 343, 1512, 356]
story4-caption: ತಿ.ನರಸೀಪುರ ತಾಲ್ಲೂಕಿನ ವ್ಯಾಸರಾಜಪುರ ಗ್ರಾಮದಲ್ಲಿರುವ ರಾಮಮಂದಿರದಲ್ಲಿ ಬಿಜೆಪಿ ಅಭ್ಯರ್ಥಿ ಎಸ್.ಶಂಕರ್ ಮತಯಾಚಿಸಿ ಮಾತನಾಡಿದರು. ವಿಧಾನ ಪರಿಷತ್ ಮಾಜಿ ಸದಸ್ಯ ಸಿ.ರಮೇಶ್ ಹಾಜರಿದ್ದರು. — [221, 1484, 773, 1510]
story6-headline: ಸುಳ್ಳು ಭರವಸೆಗಳನ್ನು ನೀಡಿರುವವರೇ ಸಿದ್ದರಾಮಯ್ಯನವರ ಸಾಧನೆ — [1165, 1087, 1429, 1102]
story8-col1: ಎಚ್.ಡಿ.ಕೋಟೆ, ಏ.29(ಮಂಜು)- ರಾಜ್ಯದ ಇತಿಹಾಸದಲ್ಲೇ ಪರಿಶಿಷ್ಟ ಜಾತಿ ಮತ್ತು ಪರಿಶಿಷ್ಟ ಪಂಗಡಗಳ ಅಭಿವೃದ್ಧಿಗೆ ಕಾಂಗ್ರೆಸ್ ಸರ್ಕಾರ ಹೆಚ್ಚು ಅನುದಾನ ನೀಡಿದೆ ಎಂದು ಸಂಸದ ಆರ್.ಧ್ರುವನಾರಾಯಣ್ ತಿಳಿಸಿದರು. ಇಂದಿಲ್ಲಿ ಸುದ್ದಿಗೋಷ್ಠಿಯಲ್ಲಿ ಮಾತನಾಡಿದ ಅವರು, ಸಿದ್ದರಾಮಯ್ಯ ನೇತೃತ್ವದ ಸರ್ಕಾರ ಕಳೆದ 5 ವರ್ಷಗಳಲ್ಲಿ ಈ ವರ್ಗಗಳಿಗಾಗಿ ಸಾವಿರಾರು ಕೋಟಿ ರೂ. ಮೀಸಲಿರಿಸಿದೆ. ಕೆರೆ ತುಂಬಿಸುವ ಯೋಜನೆ ಸೇರಿದಂತೆ ಹಲವು ಯೋಜನೆಗಳು ಕ್ಷೇತ್ರದಲ್ಲಿ ಜಾರಿಯಾಗಿವೆ. — [574, 1840, 756, 2010]
lead-col-mid2: ನೀಡುತ್ತೇವೆ ಎಂದು ಗ್ರಾಮಸ್ಥರು ಭರವಸೆ ನೀಡಿದರು. ಮಾಜಿ ಶಾಸಕ ಎಸ್.ಕೃಷ್ಣಪ್ಪ, ಕೆಪಿಸಿಸಿ ಉಪಾಧ್ಯಕ್ಷ ಹೊನ್ನನಾಯಕ, ಮಾಜಿ ಈ ಬಾರಿಯೂ ಕಾಂಗ್ರೆಸ್‌ಗೆ ಮತ — [596, 612, 778, 672]
screen-showtimes: ಭಾಗಿ-2(ಹಿ): ಬೆ.10.15ಕ್ಕೆ, ಮ.1.05ಕ್ಕೆ, ಸಂ.6.45ಕ್ಕೆ, ರಾ.9.45ಕ್ಕೆ, ಎ ಕ್ವಯಟ್ ಪ್ಲೇಸ್(ಇಂ): ಮ.1ಕ್ಕೆ, ಸಂ.4.05ಕ್ಕೆ — [1218, 955, 1500, 977]
story3-caption: ನಂಜನಗೂಡಿನಲ್ಲಿ ಕಾಂಗ್ರೆಸ್ ಅಭ್ಯರ್ಥಿ ಕಳಲೆ ಕೇಶವಮೂರ್ತಿ ಮತಯಾಚಿಸಿದರು. — [833, 975, 1085, 987]
cinema-theatre: ಒಲಂಪಿಯಾ — [1173, 331, 1209, 343]
story9-col2: ಜೆ.ಪಿ. ಶ್ರೀನಾಥ್ ತಿಳಿಸಿದರು. ಆರೋಗ್ಯ ಸಿಬ್ಬಂದಿಗಳಾದ ಮಹದೇವ್, ಶಿವಣ್ಣ, ಮಂಜುನಾಥ್, ಪ್ರಕಾಶ್, ಆಶಾ ಕಾರ್ಯಕರ್ತೆಯರು ಹಾಗೂ ಗ್ರಾಮಸ್ಥರು ಹಾಜರಿದ್ದರು. ರೋಗ ಲಕ್ಷಣ ಕಂಡು ಬಂದಲ್ಲಿ ತಕ್ಷಣ ರಕ್ತ ಪರೀಕ್ಷೆ ಮಾಡಿಸಿಕೊಳ್ಳಬೇಕು ಎಂದರು. — [1343, 1945, 1520, 2037]
cinema-theatre: ಸ್ಟರ್ಲಿಂಗ್ — [1173, 456, 1202, 468]
cinema-shows: 4 ಪ್ರದರ್ಶನ — [1465, 494, 1502, 505]
